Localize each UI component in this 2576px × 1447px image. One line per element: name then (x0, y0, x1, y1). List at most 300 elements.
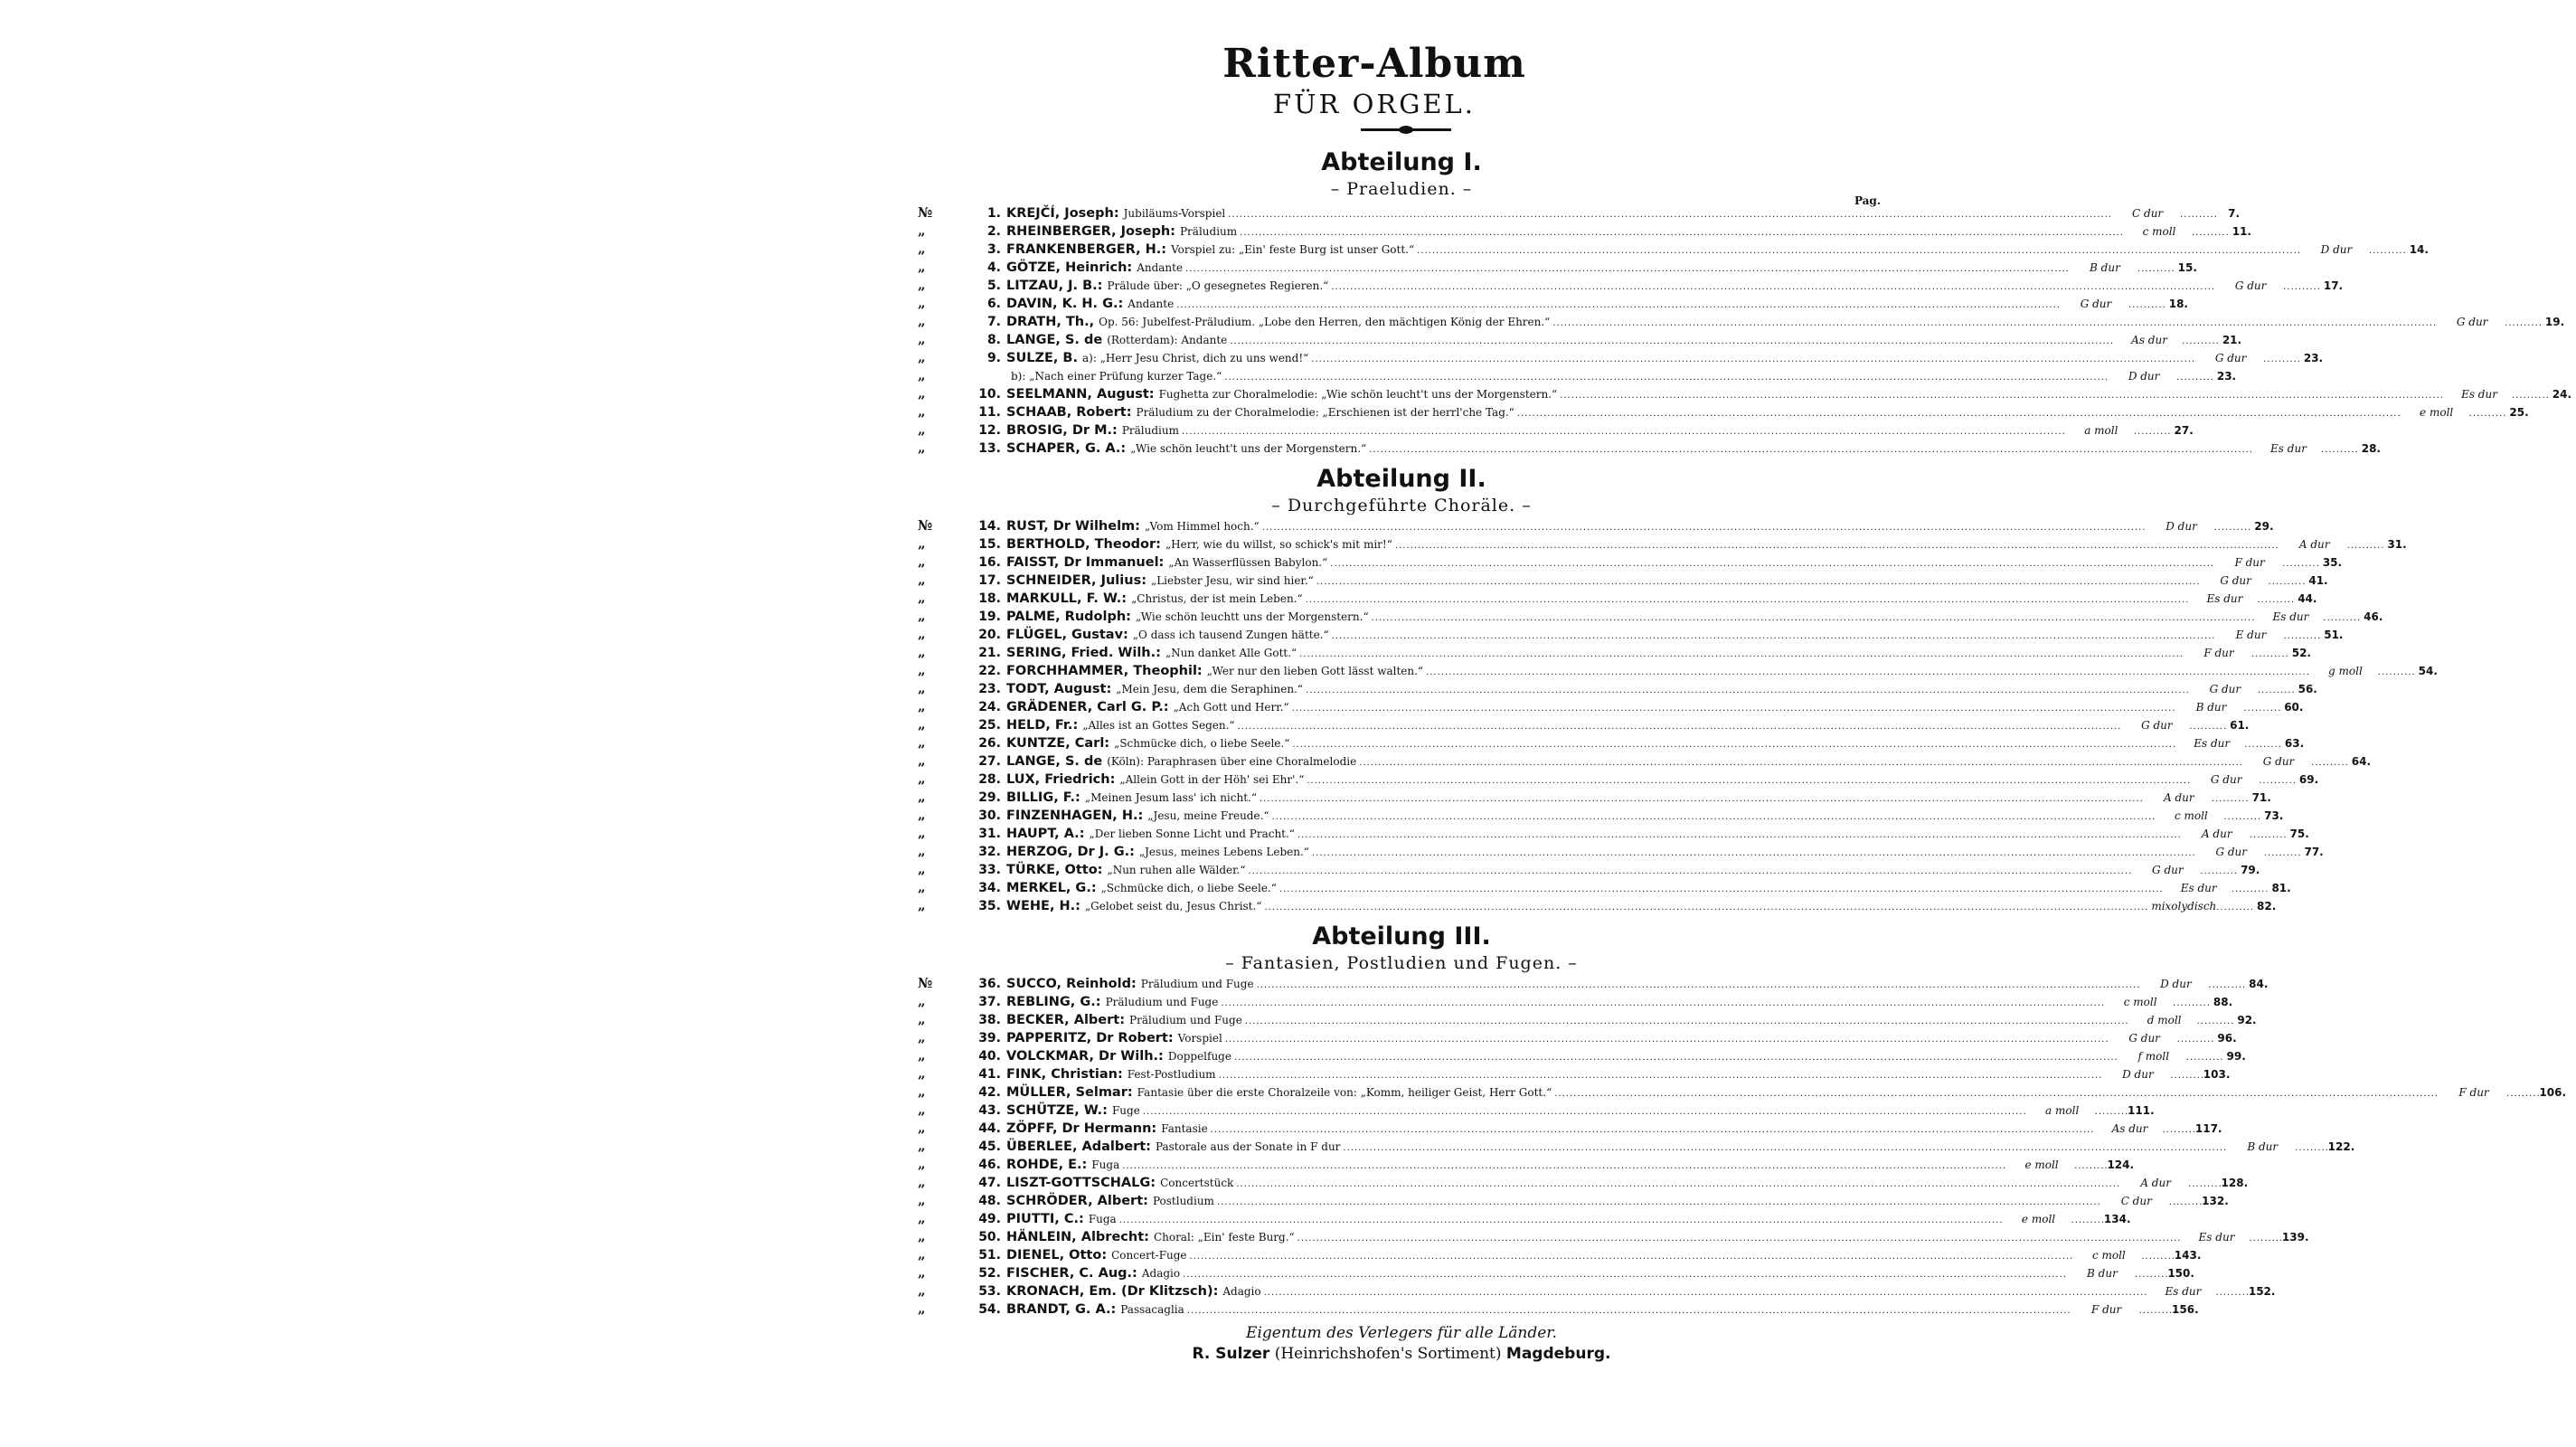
entry-work: Präludium und Fuge (1140, 978, 1254, 990)
entry-page: 23. (2216, 370, 2237, 383)
entry-key: B dur (2090, 261, 2120, 274)
list-item (918, 824, 2309, 842)
entry-page: 77. (2304, 846, 2324, 858)
entry-work: Andante (1128, 298, 1175, 310)
list-item (918, 1191, 2229, 1209)
dot-leader (1221, 993, 2105, 1013)
dot-leader (1292, 698, 2176, 718)
entry-page: 31. (2387, 538, 2407, 551)
list-item (918, 1046, 2246, 1064)
entry-number: 17. (978, 573, 1001, 588)
entry-page: 73. (2264, 809, 2284, 822)
entry-key: g moll (2328, 665, 2363, 677)
dot-leader: .......... (2185, 1053, 2224, 1063)
dot-leader (1307, 771, 2191, 790)
entry-composer: SCHÜTZE, W.: (1006, 1103, 1108, 1118)
entry-number: 19. (978, 610, 1001, 624)
title-ornament-divider (1361, 128, 1451, 131)
list-item (918, 607, 2383, 625)
entry-prefix: „ (918, 897, 926, 913)
entry-key: A dur (2140, 1177, 2171, 1189)
dot-leader (1219, 1065, 2103, 1085)
entry-prefix: „ (918, 1228, 926, 1244)
entry-key: D dur (2122, 1068, 2154, 1081)
entry-key: As dur (2131, 334, 2167, 346)
dot-leader (1240, 222, 2124, 242)
list-item (918, 733, 2305, 752)
dot-leader: .......... (2249, 1234, 2288, 1244)
entry-number: 37. (978, 995, 1001, 1009)
dot-leader: .......... (2188, 1179, 2226, 1189)
section-subtitle: – Praeludien. – (1330, 179, 1473, 199)
entry-key: D dur (2320, 243, 2353, 256)
entry-prefix: „ (918, 662, 926, 678)
list-item (918, 1010, 2257, 1028)
album-title: Ritter-Album (1222, 41, 1526, 87)
dot-leader (1272, 807, 2156, 827)
entry-page: 152. (2248, 1285, 2276, 1298)
dot-leader (1330, 553, 2214, 573)
entry-page: 143. (2174, 1249, 2202, 1262)
dot-leader: .......... (2168, 1197, 2207, 1207)
entry-work: „Liebster Jesu, wir sind hier.“ (1151, 574, 1314, 587)
entry-work: „Allein Gott in der Höh' sei Ehr'.“ (1119, 773, 1305, 786)
list-item (918, 312, 2565, 330)
dot-leader (1417, 241, 2301, 260)
entry-composer: RUST, Dr Wilhelm: (1006, 519, 1140, 534)
entry-composer: FAISST, Dr Immanuel: (1006, 555, 1165, 570)
dot-leader (1262, 517, 2147, 537)
dot-leader: .......... (2138, 1306, 2177, 1316)
entry-page: 14. (2409, 243, 2429, 256)
list-item (918, 421, 2194, 439)
list-item (918, 571, 2328, 589)
entry-number: 11. (978, 405, 1001, 420)
entry-number: 22. (978, 664, 1001, 678)
dot-leader: .......... (2268, 577, 2307, 587)
entry-page: 81. (2271, 882, 2291, 894)
entry-composer: TÜRKE, Otto: (1006, 863, 1103, 877)
entry-number: 46. (978, 1158, 1001, 1172)
entry-work: „Wer nur den lieben Gott lässt walten.“ (1206, 665, 1424, 677)
dot-leader: .......... (2251, 649, 2289, 659)
entry-page: 27. (2174, 424, 2194, 437)
entry-number: 6. (986, 297, 1001, 311)
entry-page: 111. (2128, 1104, 2155, 1117)
entry-key: F dur (2458, 1086, 2489, 1099)
entry-work: Fuge (1111, 1104, 1140, 1117)
entry-number: 5. (986, 279, 1001, 293)
entry-composer: TODT, August: (1006, 682, 1112, 696)
dot-leader: .......... (2191, 228, 2230, 238)
section-title: Abteilung III. (1312, 922, 1491, 950)
list-item (918, 1155, 2135, 1173)
entry-number: 15. (978, 537, 1001, 552)
entry-page: 24. (2552, 388, 2572, 401)
entry-prefix: „ (918, 734, 926, 751)
entry-work: Präludium (1121, 424, 1179, 437)
entry-work: „An Wasserflüssen Babylon.“ (1168, 556, 1328, 569)
entry-page: 92. (2237, 1014, 2257, 1026)
dot-leader: .......... (2215, 1288, 2254, 1298)
list-item (918, 752, 2372, 770)
dot-leader: .......... (2283, 282, 2321, 292)
entry-key: G dur (2209, 683, 2241, 695)
entry-key: Es dur (2198, 1231, 2235, 1244)
entry-work: Pastorale aus der Sonate in F dur (1155, 1140, 1341, 1153)
entry-composer: GÖTZE, Heinrich: (1006, 260, 1133, 275)
entry-work: „Jesu, meine Freude.“ (1147, 809, 1269, 822)
entry-page: 150. (2167, 1267, 2194, 1280)
dot-leader: .......... (2176, 1035, 2215, 1045)
list-item (918, 1064, 2231, 1083)
dot-leader: .......... (2244, 740, 2282, 750)
list-item (918, 1281, 2276, 1300)
entry-key: C dur (2120, 1195, 2152, 1207)
entry-composer: KUNTZE, Carl: (1006, 736, 1110, 751)
entry-number: 16. (978, 555, 1001, 570)
entry-work: Postludium (1152, 1195, 1214, 1207)
entry-composer: SCHNEIDER, Julius: (1006, 573, 1146, 588)
entry-work: Andante (1137, 261, 1184, 274)
entry-composer: KREJČÍ, Joseph: (1006, 206, 1119, 221)
entry-work: „Gelobet seist du, Jesus Christ.“ (1084, 900, 1262, 913)
entry-work: „Mein Jesu, dem die Seraphinen.“ (1116, 683, 1304, 695)
entry-key: mixolydisch (2151, 900, 2217, 913)
entry-key: G dur (2210, 773, 2242, 786)
dot-leader: .......... (2211, 794, 2250, 804)
entry-work: (Köln): Paraphrasen über eine Choralmelodie (1107, 755, 1357, 768)
dot-leader: .......... (2200, 866, 2239, 876)
entry-number: 2. (986, 224, 1001, 239)
entry-work: Choral: „Ein' feste Burg.“ (1153, 1231, 1295, 1244)
entry-prefix: „ (918, 331, 926, 347)
list-item (918, 1173, 2249, 1191)
entry-composer: BILLIG, F.: (1006, 790, 1080, 805)
dot-leader (1369, 440, 2253, 459)
entry-prefix: „ (918, 680, 926, 696)
entry-page: 41. (2308, 574, 2328, 587)
entry-page: 75. (2289, 828, 2309, 840)
entry-prefix: „ (918, 277, 926, 293)
entry-number: 8. (986, 333, 1001, 347)
entry-number: 35. (978, 899, 1001, 913)
entry-composer: WEHE, H.: (1006, 899, 1080, 913)
entry-work: Präludium zu der Choralmelodie: „Erschienen ist der herrl'che Tag.“ (1136, 406, 1514, 419)
publisher-name: R. Sulzer (1192, 1345, 1270, 1363)
entry-composer: SCHRÖDER, Albert: (1006, 1194, 1148, 1208)
entry-number: 38. (978, 1013, 1001, 1027)
list-item (918, 276, 2344, 294)
entry-work: Concert-Fuge (1111, 1249, 1187, 1262)
entry-number: 44. (978, 1121, 1001, 1136)
entry-work: Concertstück (1160, 1177, 1234, 1189)
entry-work: Vorspiel (1177, 1032, 1222, 1045)
entry-key: As dur (2111, 1122, 2148, 1135)
entry-prefix: „ (918, 1011, 926, 1027)
entry-number: 42. (978, 1085, 1001, 1100)
entry-key: a moll (2045, 1104, 2080, 1117)
entry-prefix: „ (918, 1156, 926, 1172)
entry-prefix: „ (918, 1210, 926, 1226)
entry-key: e moll (2420, 406, 2454, 419)
entry-prefix: № (918, 204, 933, 221)
list-item (918, 679, 2317, 697)
entry-composer: ÜBERLEE, Adalbert: (1006, 1140, 1151, 1154)
table-of-contents (918, 147, 2572, 1318)
dot-leader: .......... (2134, 1270, 2173, 1280)
dot-leader: .......... (2231, 884, 2269, 894)
entry-prefix: „ (918, 789, 926, 805)
dot-leader: .......... (2323, 613, 2362, 623)
dot-leader: .......... (2283, 631, 2322, 641)
list-item (918, 878, 2291, 896)
entry-composer: FORCHHAMMER, Theophil: (1006, 664, 1203, 678)
entry-prefix: „ (918, 222, 926, 239)
copyright-notice: Eigentum des Verlegers für alle Länder. (1246, 1324, 1557, 1342)
entry-number: 24. (978, 700, 1001, 714)
dot-leader (1306, 590, 2190, 610)
entry-work: Prälude über: „O gesegnetes Regieren.“ (1107, 279, 1329, 292)
dot-leader (1306, 680, 2190, 700)
publisher-city: Magdeburg. (1505, 1345, 1611, 1363)
entry-composer: LANGE, S. de (1006, 754, 1103, 769)
dot-leader (1234, 1047, 2118, 1067)
entry-prefix: № (918, 975, 933, 991)
entry-work: „Vom Himmel hoch.“ (1144, 520, 1260, 533)
dot-leader: .......... (2182, 336, 2220, 346)
entry-page: 21. (2222, 334, 2242, 346)
entry-prefix: „ (918, 861, 926, 877)
entry-work: „Nun danket Alle Gott.“ (1165, 647, 1297, 659)
entry-prefix: „ (918, 843, 926, 859)
entry-page: 23. (2303, 352, 2324, 364)
entry-page: 156. (2172, 1303, 2199, 1316)
entry-composer: FRANKENBERGER, H.: (1006, 242, 1167, 257)
entry-page: 128. (2221, 1177, 2249, 1189)
entry-work: „Meinen Jesum lass' ich nicht.“ (1084, 791, 1257, 804)
entry-prefix: „ (918, 771, 926, 787)
entry-composer: BRANDT, G. A.: (1006, 1302, 1117, 1317)
entry-page: 51. (2324, 629, 2344, 641)
entry-key: c moll (2123, 996, 2157, 1008)
entry-work: Fantasie (1161, 1122, 1208, 1135)
list-item (918, 1300, 2199, 1318)
dot-leader: .......... (2196, 1017, 2235, 1026)
list-item (918, 860, 2260, 878)
dot-leader (1312, 843, 2196, 863)
dot-leader (1426, 662, 2310, 682)
entry-prefix: „ (918, 879, 926, 895)
entry-prefix: „ (918, 313, 926, 329)
entry-number: 3. (986, 242, 1001, 257)
entry-prefix: „ (918, 1264, 926, 1281)
list-item (918, 439, 2381, 457)
entry-number: 9. (986, 351, 1001, 365)
list-item (918, 348, 2324, 366)
entry-composer: DIENEL, Otto: (1006, 1248, 1108, 1263)
entry-composer: RHEINBERGER, Joseph: (1006, 224, 1175, 239)
entry-composer: BERTHOLD, Theodor: (1006, 537, 1161, 552)
entry-composer: ROHDE, E.: (1006, 1158, 1088, 1172)
list-item (918, 643, 2311, 661)
list-item (918, 366, 2237, 384)
entry-page: 28. (2361, 442, 2381, 455)
entry-page: 63. (2284, 737, 2305, 750)
dot-leader (1190, 1246, 2074, 1266)
dot-leader: .......... (2468, 409, 2507, 419)
list-item (918, 258, 2197, 276)
dot-leader (1292, 734, 2176, 754)
dot-leader: .......... (2321, 445, 2359, 455)
dot-leader: .......... (2505, 318, 2543, 328)
list-item (918, 1227, 2309, 1245)
dot-leader (1183, 1264, 2067, 1284)
entry-work: Adagio (1141, 1267, 1181, 1280)
entry-composer: FINK, Christian: (1006, 1067, 1123, 1082)
list-item (918, 384, 2572, 402)
album-subtitle: FÜR ORGEL. (1272, 89, 1477, 119)
entry-key: G dur (2215, 846, 2248, 858)
list-item (918, 770, 2319, 788)
entry-composer: FISCHER, C. Aug.: (1006, 1266, 1137, 1281)
entry-page: 134. (2103, 1213, 2131, 1225)
entry-page: 64. (2351, 755, 2372, 768)
dot-leader: .......... (2189, 722, 2228, 732)
list-item (918, 402, 2529, 421)
dot-leader: .......... (2137, 264, 2175, 274)
list-item (918, 697, 2304, 715)
list-item (918, 1137, 2355, 1155)
entry-page: 122. (2327, 1140, 2355, 1153)
dot-leader: .......... (2243, 704, 2282, 714)
entry-work: Passacaglia (1120, 1303, 1184, 1316)
entry-number: 34. (978, 881, 1001, 895)
entry-key: Es dur (2461, 388, 2497, 401)
entry-number: 21. (978, 646, 1001, 660)
entry-key: G dur (2262, 755, 2295, 768)
dot-leader (1211, 1120, 2095, 1140)
dot-leader (1332, 626, 2216, 646)
list-item (918, 1245, 2202, 1263)
entry-work: „Nun ruhen alle Wälder.“ (1107, 864, 1246, 876)
entry-number: 48. (978, 1194, 1001, 1208)
entry-number: 10. (978, 387, 1001, 402)
entry-page: 106. (2539, 1086, 2567, 1099)
entry-page: 84. (2249, 978, 2269, 990)
entry-key: G dur (2128, 1032, 2160, 1045)
list-item (918, 203, 2241, 222)
entry-page: 29. (2254, 520, 2274, 533)
entry-key: G dur (2152, 864, 2184, 876)
entry-number: 45. (978, 1140, 1001, 1154)
entry-number: 52. (978, 1266, 1001, 1281)
entry-composer: MARKULL, F. W.: (1006, 591, 1128, 606)
section-title: Abteilung I. (1321, 148, 1482, 176)
entry-prefix: „ (918, 1120, 926, 1136)
entry-key: B dur (2195, 701, 2227, 714)
entry-key: A dur (2298, 538, 2330, 551)
dot-leader (1122, 1156, 2006, 1176)
dot-leader (1297, 1228, 2182, 1248)
entry-composer: SEELMANN, August: (1006, 387, 1155, 402)
entry-number: 54. (978, 1302, 1001, 1317)
entry-page: 124. (2107, 1159, 2135, 1171)
entry-work: Fuga (1088, 1213, 1117, 1225)
entry-page: 71. (2251, 791, 2271, 804)
entry-page: 19. (2544, 316, 2565, 328)
entry-page: 99. (2226, 1050, 2246, 1063)
entry-page: 52. (2291, 647, 2311, 659)
entry-number: 4. (986, 260, 1001, 275)
dot-leader: .......... (2216, 903, 2255, 913)
entry-page: 79. (2241, 864, 2260, 876)
entry-composer: MÜLLER, Selmar: (1006, 1085, 1133, 1100)
entry-page: 44. (2298, 592, 2317, 605)
dot-leader (1560, 385, 2444, 405)
list-item (918, 715, 2250, 733)
dot-leader: .......... (2133, 427, 2172, 437)
entry-page: 7. (2228, 207, 2241, 220)
entry-key: G dur (2214, 352, 2247, 364)
entry-number: 30. (978, 809, 1001, 823)
dot-leader: .......... (2282, 559, 2320, 569)
entry-composer: BECKER, Albert: (1006, 1013, 1126, 1027)
entry-page: 17. (2323, 279, 2344, 292)
dot-leader: .......... (2094, 1107, 2133, 1117)
entry-prefix: № (918, 517, 933, 534)
entry-prefix: „ (918, 241, 926, 257)
entry-page: 103. (2203, 1068, 2231, 1081)
entry-number: 28. (978, 772, 1001, 787)
dot-leader: .......... (2249, 830, 2288, 840)
entry-key: F dur (2203, 647, 2234, 659)
dot-leader (1230, 331, 2114, 351)
entry-work: (Rotterdam): Andante (1107, 334, 1228, 346)
entry-work: Fantasie über die erste Choralzeile von: „Komm, heiliger Geist, Herr Gott.“ (1137, 1086, 1552, 1099)
dot-leader: .......... (2257, 595, 2296, 605)
entry-prefix: „ (918, 295, 926, 311)
dot-leader: .......... (2071, 1215, 2109, 1225)
entry-work: „Herr, wie du willst, so schick's mit mir!“ (1165, 538, 1392, 551)
entry-composer: KRONACH, Em. (Dr Klitzsch): (1006, 1284, 1219, 1299)
entry-page: 117. (2194, 1122, 2222, 1135)
entry-number: 53. (978, 1284, 1001, 1299)
entry-page: 132. (2202, 1195, 2229, 1207)
entry-key: c moll (2091, 1249, 2126, 1262)
entry-key: Es dur (2270, 442, 2307, 455)
entry-page: 60. (2284, 701, 2304, 714)
entry-composer: SCHAPER, G. A.: (1006, 441, 1127, 456)
entry-prefix: „ (918, 553, 926, 570)
entry-work: „Alles ist an Gottes Segen.“ (1082, 719, 1235, 732)
entry-key: G dur (2456, 316, 2488, 328)
list-item (918, 842, 2324, 860)
entry-prefix: „ (918, 367, 926, 383)
entry-work: Jubiläums-Vorspiel (1123, 207, 1226, 220)
entry-work: „Ach Gott und Herr.“ (1173, 701, 1289, 714)
entry-key: A dur (2164, 791, 2194, 804)
list-item (918, 516, 2274, 534)
entry-number: 7. (986, 315, 1001, 329)
entry-composer: LISZT-GOTTSCHALG: (1006, 1176, 1156, 1190)
entry-composer: LUX, Friedrich: (1006, 772, 1116, 787)
entry-prefix: „ (918, 421, 926, 438)
dot-leader: .......... (2257, 686, 2296, 695)
entry-composer: SERING, Fried. Wilh.: (1006, 646, 1161, 660)
entry-key: G dur (2141, 719, 2173, 732)
entry-prefix: „ (918, 1029, 926, 1045)
